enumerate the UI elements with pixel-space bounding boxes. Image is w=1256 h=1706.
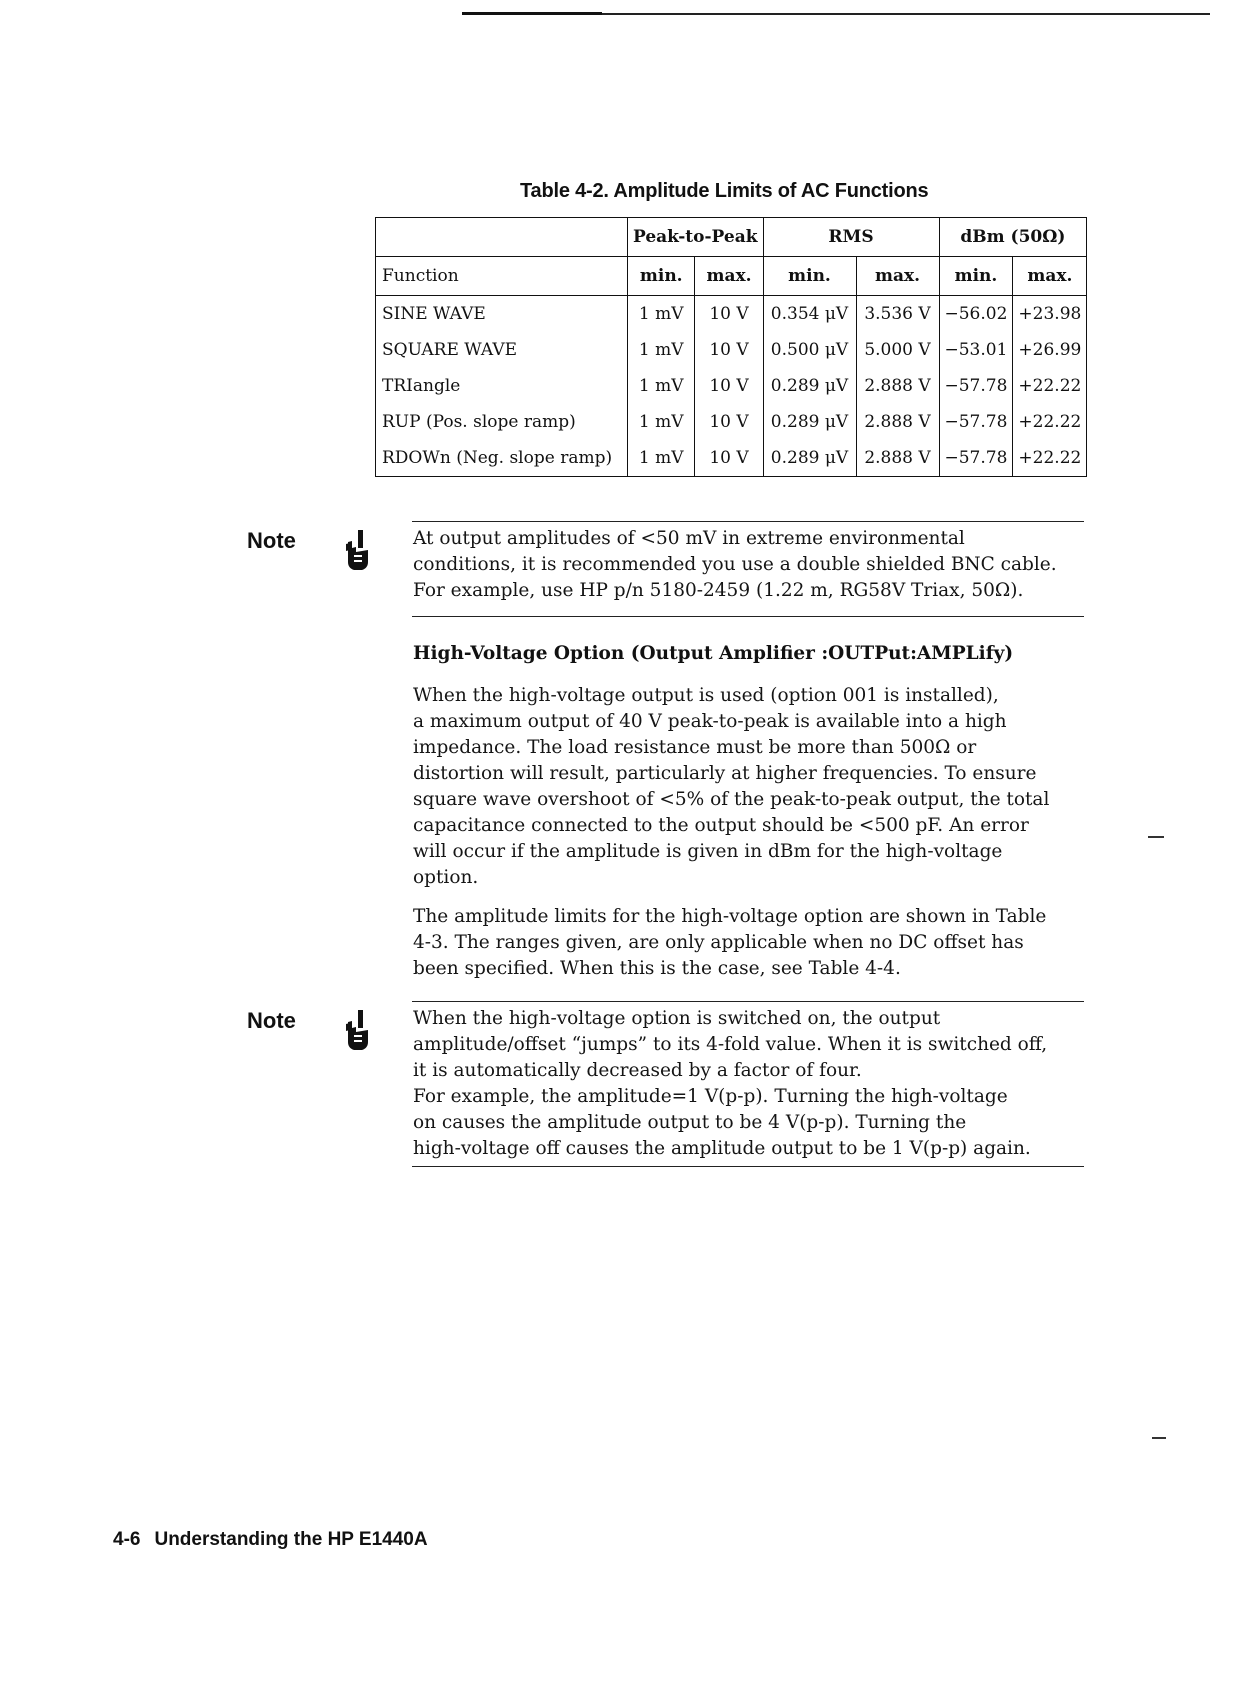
note-line: it is automatically decreased by a factor of four. — [413, 1060, 862, 1081]
note-line: on causes the amplitude output to be 4 V(p-p). Turning the — [413, 1112, 967, 1133]
page-footer — [113, 1529, 428, 1551]
amplitude-limits-table — [375, 217, 1087, 477]
rms-max-cell: 2.888 V — [856, 368, 939, 404]
pp-max-cell: 10 V — [695, 368, 763, 404]
dbm-max-cell: +22.22 — [1013, 440, 1087, 477]
section-paragraph — [413, 904, 1093, 982]
pp-max-header: max. — [695, 257, 763, 296]
note-text — [413, 1006, 1093, 1162]
function-cell: TRIangle — [376, 368, 628, 404]
dbm-min-cell: −57.78 — [939, 404, 1013, 440]
paragraph-line: When the high-voltage output is used (option 001 is installed), — [413, 685, 999, 706]
empty-header-cell — [376, 218, 628, 257]
note-top-rule — [412, 1001, 1084, 1002]
rms-min-header: min. — [763, 257, 856, 296]
function-cell: SINE WAVE — [376, 296, 628, 333]
pp-min-cell: 1 mV — [628, 368, 695, 404]
dbm-header: dBm (50Ω) — [939, 218, 1087, 257]
note-top-rule — [412, 521, 1084, 522]
table-row — [376, 404, 1087, 440]
paragraph-line: been specified. When this is the case, see Table 4-4. — [413, 958, 901, 979]
dbm-max-cell: +22.22 — [1013, 368, 1087, 404]
page-number: 4-6 — [113, 1529, 141, 1550]
paragraph-line: will occur if the amplitude is given in dBm for the high-voltage — [413, 841, 1003, 862]
rms-min-cell: 0.289 μV — [763, 368, 856, 404]
rms-min-cell: 0.354 μV — [763, 296, 856, 333]
function-cell: RDOWn (Neg. slope ramp) — [376, 440, 628, 477]
pp-min-cell: 1 mV — [628, 296, 695, 333]
note-bottom-rule — [412, 1166, 1084, 1167]
paragraph-line: impedance. The load resistance must be more than 500Ω or — [413, 737, 977, 758]
dbm-min-cell: −53.01 — [939, 332, 1013, 368]
paragraph-line: distortion will result, particularly at higher frequencies. To ensure — [413, 763, 1037, 784]
pp-min-cell: 1 mV — [628, 404, 695, 440]
rms-max-header: max. — [856, 257, 939, 296]
function-cell: SQUARE WAVE — [376, 332, 628, 368]
dbm-min-cell: −57.78 — [939, 368, 1013, 404]
table-row — [376, 332, 1087, 368]
pp-min-header: min. — [628, 257, 695, 296]
rms-max-cell: 3.536 V — [856, 296, 939, 333]
note-label: Note — [247, 1008, 296, 1033]
rms-min-cell: 0.289 μV — [763, 440, 856, 477]
paragraph-line: option. — [413, 867, 479, 888]
dbm-min-cell: −56.02 — [939, 296, 1013, 333]
rms-max-cell: 2.888 V — [856, 404, 939, 440]
pp-min-cell: 1 mV — [628, 332, 695, 368]
pp-max-cell: 10 V — [695, 296, 763, 333]
rms-max-cell: 2.888 V — [856, 440, 939, 477]
peak-to-peak-header: Peak-to-Peak — [628, 218, 764, 257]
dbm-max-cell: +23.98 — [1013, 296, 1087, 333]
table-group-header-row — [376, 218, 1087, 257]
note-bottom-rule — [412, 616, 1084, 617]
rms-max-cell: 5.000 V — [856, 332, 939, 368]
table-row — [376, 440, 1087, 477]
paragraph-line: a maximum output of 40 V peak-to-peak is available into a high — [413, 711, 1007, 732]
note-line: When the high-voltage option is switched on, the output — [413, 1008, 941, 1029]
scan-speck — [1152, 1437, 1166, 1439]
function-header: Function — [376, 257, 628, 296]
paragraph-line: capacitance connected to the output should be <500 pF. An error — [413, 815, 1029, 836]
paragraph-line: square wave overshoot of <5% of the peak-to-peak output, the total — [413, 789, 1050, 810]
section-heading: High-Voltage Option (Output Amplifier :OUTPut:AMPLify) — [413, 643, 1014, 664]
top-rule-accent — [462, 12, 602, 15]
dbm-max-cell: +22.22 — [1013, 404, 1087, 440]
dbm-min-cell: −57.78 — [939, 440, 1013, 477]
pp-max-cell: 10 V — [695, 404, 763, 440]
paragraph-line: The amplitude limits for the high-voltage option are shown in Table — [413, 906, 1047, 927]
pointing-hand-icon — [340, 1008, 374, 1052]
footer-title: Understanding the HP E1440A — [154, 1529, 428, 1550]
section-paragraph — [413, 683, 1093, 891]
table-row — [376, 296, 1087, 333]
note-line: conditions, it is recommended you use a double shielded BNC cable. — [413, 554, 1057, 575]
note-line: amplitude/offset “jumps” to its 4-fold value. When it is switched off, — [413, 1034, 1048, 1055]
note-label: Note — [247, 528, 296, 553]
note-line: At output amplitudes of <50 mV in extreme environmental — [413, 528, 965, 549]
pp-min-cell: 1 mV — [628, 440, 695, 477]
note-line: high-voltage off causes the amplitude output to be 1 V(p-p) again. — [413, 1138, 1031, 1159]
pp-max-cell: 10 V — [695, 440, 763, 477]
pointing-hand-icon — [340, 528, 374, 572]
paragraph-line: 4-3. The ranges given, are only applicable when no DC offset has — [413, 932, 1024, 953]
dbm-max-header: max. — [1013, 257, 1087, 296]
note-text — [413, 526, 1093, 604]
pp-max-cell: 10 V — [695, 332, 763, 368]
scan-speck — [1148, 836, 1164, 838]
table-subheader-row — [376, 257, 1087, 296]
note-line: For example, the amplitude=1 V(p-p). Turning the high-voltage — [413, 1086, 1008, 1107]
note-line: For example, use HP p/n 5180-2459 (1.22 m, RG58V Triax, 50Ω). — [413, 580, 1024, 601]
table-caption: Table 4-2. Amplitude Limits of AC Functions — [520, 180, 929, 202]
rms-header: RMS — [763, 218, 939, 257]
dbm-min-header: min. — [939, 257, 1013, 296]
rms-min-cell: 0.500 μV — [763, 332, 856, 368]
function-cell: RUP (Pos. slope ramp) — [376, 404, 628, 440]
rms-min-cell: 0.289 μV — [763, 404, 856, 440]
table-row — [376, 368, 1087, 404]
dbm-max-cell: +26.99 — [1013, 332, 1087, 368]
